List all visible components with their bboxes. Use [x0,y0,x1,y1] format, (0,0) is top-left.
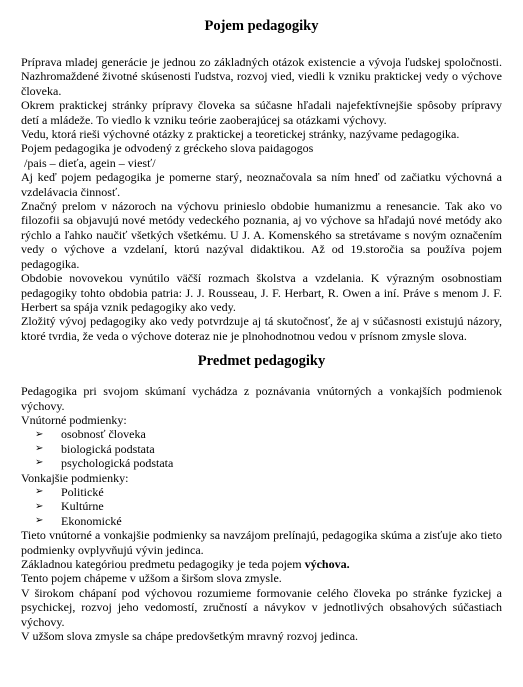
arrow-bullet-icon: ➢ [35,486,44,498]
paragraph: Zložitý vývoj pedagogiky ako vedy potvrdzuje aj tá skutočnosť, že aj v súčasnosti existujú názory, ktoré tvrdia, že veda o výchove doteraz nie je plnohodnotnou vedou v prísnom zmysle slova. [21,314,502,343]
arrow-bullet-icon: ➢ [35,457,44,469]
section-title-predmet: Predmet pedagogiky [197,353,326,370]
section-title-pojem: Pojem pedagogiky [204,18,319,34]
paragraph: V širokom chápaní pod výchovou rozumieme formovanie celého človeka po stránke fyzickej a psychickej, rozvoj jeho vedomostí, zručností a návykov v jednotlivých obsahových súčastiach výchovy. [21,585,502,629]
list-item: ➢ psychologická podstata [35,456,174,471]
paragraph: Tieto vnútorné a vonkajšie podmienky sa navzájom prelínajú, pedagogika skúma a zisťuje ako tieto podmienky ovplyvňujú vývin jedinca. [21,528,502,557]
paragraph: Aj keď pojem pedagogika je pomerne starý, neoznačovala sa ním hneď od začiatku výchovná a vzdelávacia činnosť. [21,170,502,199]
bold-term: výchova. [304,557,350,571]
paragraph: /pais – dieťa, agein – viesť/ [21,155,156,170]
list-item: ➢ Politické [35,484,104,499]
paragraph: Základnou kategóriou predmetu pedagogiky je teda pojem výchova. [21,557,350,571]
paragraph: Pojem pedagogika je odvodený z gréckeho slova paidagogos [21,141,314,156]
paragraph: Tento pojem chápeme v užšom a širšom slova zmysle. [21,571,282,586]
list-item: ➢ osobnosť človeka [35,427,146,442]
paragraph: Značný prelom v názoroch na výchovu prinieslo obdobie humanizmu a renesancie. Tak ako vo filozofii sa objavujú nové metódy vedeckého poznania, aj vo výchove sa hľadajú nové metódy ako rýchlo a ľahko naučiť všetkých všetkému. U J. A. Komenského sa stretávame s novým označením vedy o výchove a vzdelaní, ktorú nazýval didaktikou. Až od 19.storočia sa používa pojem pedagogika. [21,199,502,271]
paragraph: Okrem praktickej stránky prípravy človeka sa súčasne hľadali najefektívnejšie spôsoby prípravy detí a mládeže. To viedlo k vzniku teórie zaoberajúcej sa otázkami výchovy. [21,98,502,127]
paragraph: V užšom slova zmysle sa chápe predovšetkým mravný rozvoj jedinca. [21,629,359,644]
paragraph: Obdobie novovekou vynútilo väčší rozmach školstva a vzdelania. K výrazným osobnostiam pedagogiky tohto obdobia patria: J. J. Rousseau, J. F. Herbart, R. Owen a iní. Práve s menom J. F. Herbert sa spája vznik pedagogiky ako vedy. [21,271,502,314]
list-item: ➢ biologická podstata [35,441,155,456]
list-label-external: Vonkajšie podmienky: [21,470,129,485]
arrow-bullet-icon: ➢ [35,442,44,454]
arrow-bullet-icon: ➢ [35,428,44,440]
arrow-bullet-icon: ➢ [35,514,44,526]
internal-conditions-list [21,427,502,470]
paragraph: Príprava mladej generácie je jednou zo základných otázok existencie a vývoja ľudskej spoločnosti. Nazhromaždené životné skúsenosti ľudstva, rozvoj vied, viedli k vzniku praktickej vedy o výchove človeka. [21,55,502,98]
list-label-internal: Vnútorné podmienky: [21,412,127,427]
list-item: ➢ Kultúrne [35,499,104,514]
arrow-bullet-icon: ➢ [35,500,44,512]
spacer [21,376,502,384]
list-item: ➢ Ekonomické [35,513,122,528]
external-conditions-list [21,485,502,528]
paragraph: Pedagogika pri svojom skúmaní vychádza z poznávania vnútorných a vonkajších podmienok výchovy. [21,384,502,413]
paragraph: Vedu, ktorá rieši výchovné otázky z praktickej a teoretickej stránky, nazývame pedagogika. [21,127,460,142]
spacer [21,40,502,55]
